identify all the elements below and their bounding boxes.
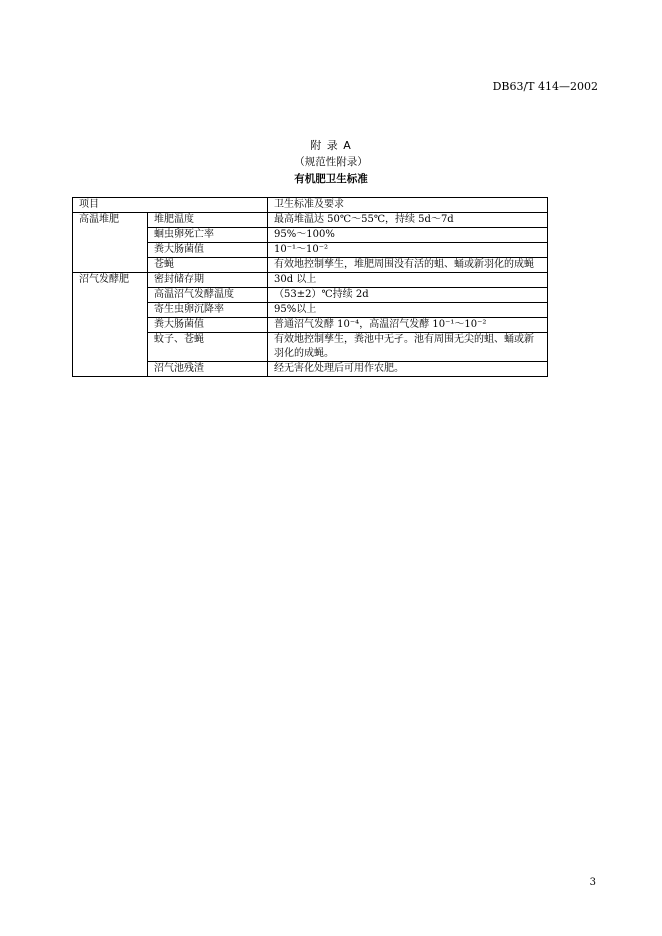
item-cell: 蚊子、苍蝇 bbox=[148, 333, 268, 362]
header-item: 项目 bbox=[73, 198, 268, 213]
table-header-row bbox=[73, 198, 548, 213]
requirement-cell: 有效地控制孳生，堆肥周围没有活的蛆、蛹或新羽化的成蝇 bbox=[268, 258, 548, 273]
item-cell: 高温沼气发酵温度 bbox=[148, 288, 268, 303]
requirement-cell: 最高堆温达 50℃～55℃，持续 5d～7d bbox=[268, 213, 548, 228]
appendix-subtitle: （规范性附录） bbox=[294, 156, 368, 168]
table-row bbox=[73, 273, 548, 288]
appendix-title: 附 录 A bbox=[310, 139, 352, 152]
item-cell: 寄生虫卵沉降率 bbox=[148, 303, 268, 318]
page-number: 3 bbox=[589, 877, 596, 888]
requirement-cell: 普通沼气发酵 10⁻⁴，高温沼气发酵 10⁻¹～10⁻² bbox=[268, 318, 548, 333]
appendix-name: 有机肥卫生标准 bbox=[294, 173, 368, 185]
document-code: DB63/T 414—2002 bbox=[492, 80, 598, 93]
item-cell: 沼气池残渣 bbox=[148, 362, 268, 377]
item-cell: 苍蝇 bbox=[148, 258, 268, 273]
category-cell: 沼气发酵肥 bbox=[73, 273, 148, 377]
item-cell: 堆肥温度 bbox=[148, 213, 268, 228]
item-cell: 粪大肠菌值 bbox=[148, 318, 268, 333]
requirement-cell: 有效地控制孳生，粪池中无孑。池有周围无尖的蛆、蛹或新羽化的成蝇。 bbox=[268, 333, 548, 362]
hygiene-standard-table bbox=[72, 197, 548, 377]
table-row bbox=[73, 213, 548, 228]
category-cell: 高温堆肥 bbox=[73, 213, 148, 273]
requirement-cell: （53±2）℃持续 2d bbox=[268, 288, 548, 303]
header-requirement: 卫生标准及要求 bbox=[268, 198, 548, 213]
requirement-cell: 95%～100% bbox=[268, 228, 548, 243]
item-cell: 粪大肠菌值 bbox=[148, 243, 268, 258]
appendix-heading bbox=[0, 137, 662, 188]
item-cell: 密封储存期 bbox=[148, 273, 268, 288]
requirement-cell: 经无害化处理后可用作农肥。 bbox=[268, 362, 548, 377]
requirement-cell: 95%以上 bbox=[268, 303, 548, 318]
requirement-cell: 10⁻¹～10⁻² bbox=[268, 243, 548, 258]
requirement-cell: 30d 以上 bbox=[268, 273, 548, 288]
item-cell: 蛔虫卵死亡率 bbox=[148, 228, 268, 243]
